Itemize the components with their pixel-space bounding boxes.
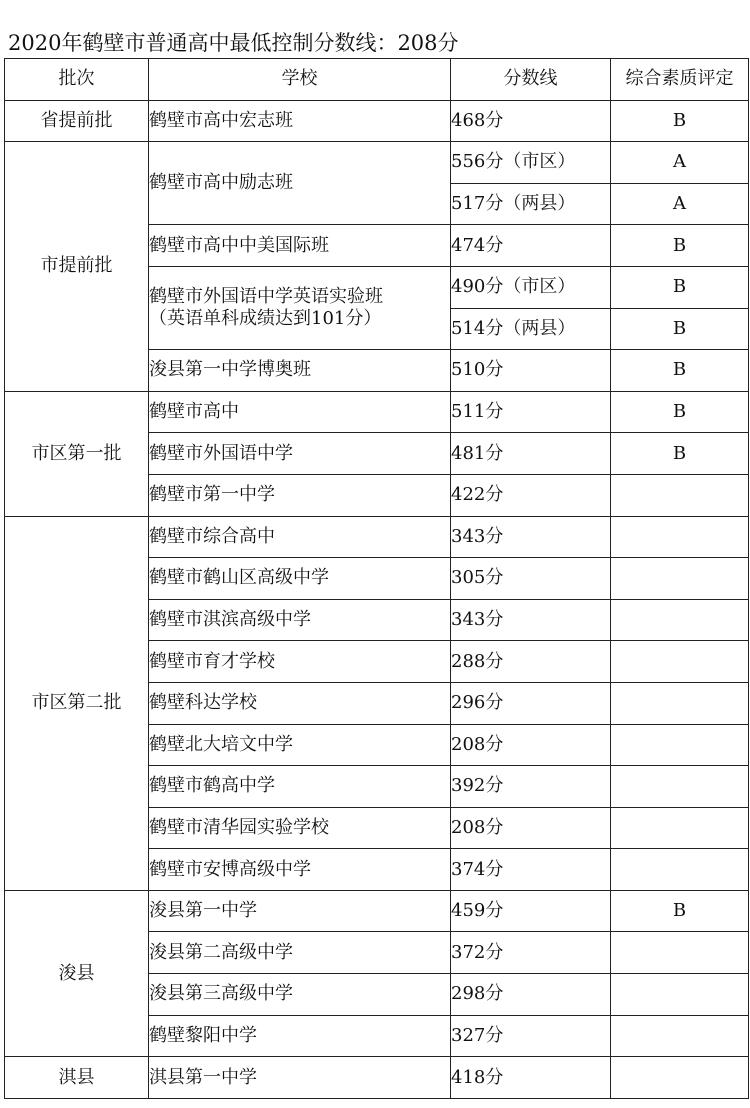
- school-cell: 鹤壁市鹤高中学: [149, 766, 451, 808]
- score-cell: 556分（市区）: [451, 142, 611, 184]
- school-cell: 鹤壁市淇滨高级中学: [149, 599, 451, 641]
- score-cell: 298分: [451, 974, 611, 1016]
- school-cell: 鹤壁市高中宏志班: [149, 100, 451, 142]
- grade-cell: B: [611, 391, 749, 433]
- table-row: [5, 100, 749, 142]
- score-cell: 288分: [451, 641, 611, 683]
- score-cell: 372分: [451, 932, 611, 974]
- score-cell: 374分: [451, 849, 611, 891]
- school-cell: 鹤壁市高中励志班: [149, 142, 451, 225]
- school-cell: 鹤壁市育才学校: [149, 641, 451, 683]
- score-cell: 392分: [451, 766, 611, 808]
- score-cell: 490分（市区）: [451, 266, 611, 308]
- grade-cell: [611, 974, 749, 1016]
- header-score: 分数线: [451, 59, 611, 101]
- school-note: （英语单科成绩达到101分）: [149, 308, 382, 330]
- grade-cell: [611, 682, 749, 724]
- grade-cell: [611, 807, 749, 849]
- school-name: 鹤壁市外国语中学英语实验班: [149, 286, 383, 308]
- header-grade: 综合素质评定: [611, 59, 749, 101]
- grade-cell: [611, 516, 749, 558]
- grade-cell: [611, 932, 749, 974]
- score-cell: 208分: [451, 807, 611, 849]
- score-cell: 514分（两县）: [451, 308, 611, 350]
- batch-cell: 市提前批: [5, 142, 149, 392]
- grade-cell: [611, 474, 749, 516]
- table-row: [5, 516, 749, 558]
- batch-cell: 市区第一批: [5, 391, 149, 516]
- score-cell: 422分: [451, 474, 611, 516]
- grade-cell: B: [611, 308, 749, 350]
- grade-cell: B: [611, 890, 749, 932]
- school-cell: 鹤壁黎阳中学: [149, 1015, 451, 1057]
- grade-cell: [611, 599, 749, 641]
- table-row: [5, 1057, 749, 1099]
- school-cell: 鹤壁市鹤山区高级中学: [149, 558, 451, 600]
- score-cell: 418分: [451, 1057, 611, 1099]
- score-cell: 511分: [451, 391, 611, 433]
- grade-cell: B: [611, 433, 749, 475]
- grade-cell: B: [611, 225, 749, 267]
- school-cell: 鹤壁市第一中学: [149, 474, 451, 516]
- school-cell: 鹤壁市外国语中学: [149, 433, 451, 475]
- table-row: [5, 890, 749, 932]
- grade-cell: B: [611, 350, 749, 392]
- school-cell: 鹤壁市综合高中: [149, 516, 451, 558]
- grade-cell: [611, 766, 749, 808]
- grade-cell: [611, 1057, 749, 1099]
- grade-cell: A: [611, 183, 749, 225]
- school-cell: 浚县第二高级中学: [149, 932, 451, 974]
- header-row: [5, 59, 749, 101]
- school-cell: 浚县第一中学博奥班: [149, 350, 451, 392]
- header-school: 学校: [149, 59, 451, 101]
- score-cell: 468分: [451, 100, 611, 142]
- score-cell: 517分（两县）: [451, 183, 611, 225]
- score-cell: 305分: [451, 558, 611, 600]
- grade-cell: B: [611, 100, 749, 142]
- score-cell: 343分: [451, 516, 611, 558]
- school-cell: 鹤壁北大培文中学: [149, 724, 451, 766]
- school-cell: 淇县第一中学: [149, 1057, 451, 1099]
- batch-cell: 浚县: [5, 890, 149, 1056]
- table-row: [5, 391, 749, 433]
- school-cell: [149, 266, 451, 349]
- score-cell: 327分: [451, 1015, 611, 1057]
- school-cell: 鹤壁市清华园实验学校: [149, 807, 451, 849]
- score-cell: 474分: [451, 225, 611, 267]
- school-cell: 鹤壁市安博高级中学: [149, 849, 451, 891]
- school-cell: 浚县第三高级中学: [149, 974, 451, 1016]
- score-cell: 481分: [451, 433, 611, 475]
- grade-cell: [611, 558, 749, 600]
- score-cell: 208分: [451, 724, 611, 766]
- school-cell: 浚县第一中学: [149, 890, 451, 932]
- grade-cell: [611, 724, 749, 766]
- grade-cell: [611, 641, 749, 683]
- school-cell: 鹤壁科达学校: [149, 682, 451, 724]
- grade-cell: [611, 1015, 749, 1057]
- batch-cell: 省提前批: [5, 100, 149, 142]
- score-cell: 343分: [451, 599, 611, 641]
- batch-cell: 淇县: [5, 1057, 149, 1099]
- table-row: [5, 142, 749, 184]
- school-cell: 鹤壁市高中: [149, 391, 451, 433]
- grade-cell: B: [611, 266, 749, 308]
- score-cell: 296分: [451, 682, 611, 724]
- grade-cell: A: [611, 142, 749, 184]
- header-batch: 批次: [5, 59, 149, 101]
- page-title: 2020年鹤壁市普通高中最低控制分数线：208分: [8, 31, 459, 55]
- batch-cell: 市区第二批: [5, 516, 149, 890]
- grade-cell: [611, 849, 749, 891]
- score-cell: 510分: [451, 350, 611, 392]
- school-cell: 鹤壁市高中中美国际班: [149, 225, 451, 267]
- score-cell: 459分: [451, 890, 611, 932]
- score-table: [4, 58, 749, 1099]
